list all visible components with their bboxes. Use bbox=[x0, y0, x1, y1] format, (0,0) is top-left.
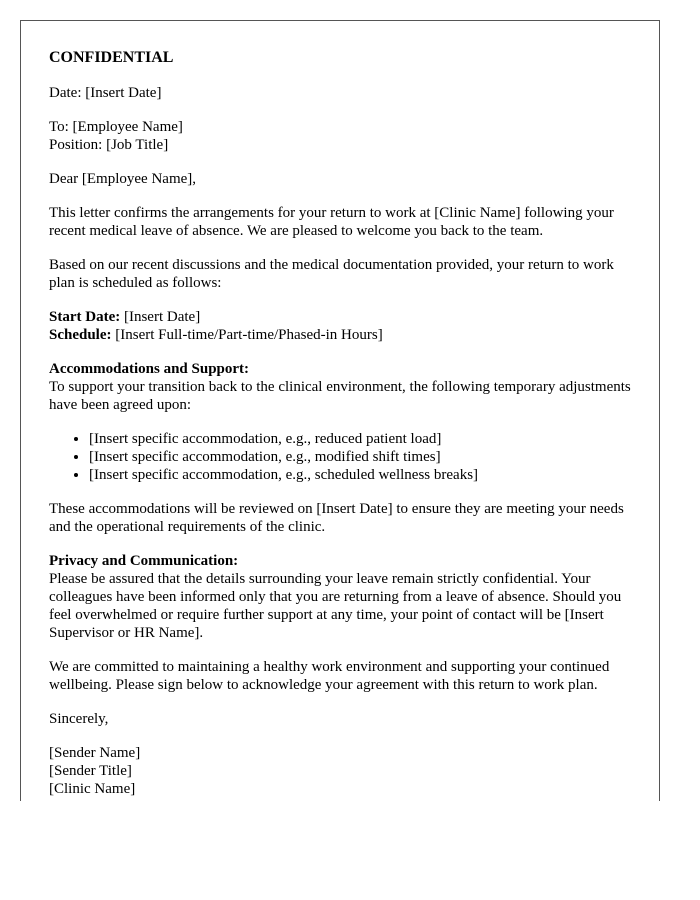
privacy-heading: Privacy and Communication: bbox=[49, 553, 239, 569]
sender-title: [Sender Title] bbox=[49, 763, 132, 779]
sender-clinic-name: [Clinic Name] bbox=[49, 781, 136, 797]
confidential-heading: CONFIDENTIAL bbox=[49, 49, 174, 66]
list-item: • [Insert specific accommodation, e.g., scheduled wellness breaks] bbox=[89, 466, 634, 484]
accommodations-heading: Accommodations and Support: bbox=[49, 361, 250, 377]
accommodations-section bbox=[49, 360, 634, 414]
closing: Sincerely, bbox=[49, 711, 109, 727]
recipient-position: Position: [Job Title] bbox=[49, 137, 169, 153]
signature-block bbox=[49, 744, 634, 798]
start-date-line bbox=[49, 308, 634, 326]
schedule-line bbox=[49, 326, 634, 344]
start-date-label: Start Date: bbox=[49, 309, 121, 325]
list-item: • [Insert specific accommodation, e.g., reduced patient load] bbox=[89, 430, 634, 448]
start-date-value: [Insert Date] bbox=[120, 309, 201, 325]
review-paragraph: These accommodations will be reviewed on [Insert Date] to ensure they are meeting your needs and the operational requirements of the clinic. bbox=[49, 501, 624, 535]
accommodations-list bbox=[49, 430, 634, 484]
recipient-name: To: [Employee Name] bbox=[49, 119, 183, 135]
commitment-paragraph: We are committed to maintaining a healthy work environment and supporting your continued wellbeing. Please sign below to acknowledge your agreement with this return to work plan. bbox=[49, 659, 610, 693]
plan-intro-paragraph: Based on our recent discussions and the medical documentation provided, your return to work plan is scheduled as follows: bbox=[49, 257, 614, 291]
letter-body bbox=[49, 49, 634, 801]
privacy-text: Please be assured that the details surrounding your leave remain strictly confidential. Your colleagues have been informed only that you are returning from a leave of absence. Should you feel overwhelmed or require further support at any time, your point of contact will be [Insert Supervisor or HR Name]. bbox=[49, 571, 622, 641]
schedule-value: [Insert Full-time/Part-time/Phased-in Hours] bbox=[111, 327, 383, 343]
recipient-block bbox=[49, 118, 634, 154]
sender-name: [Sender Name] bbox=[49, 745, 141, 761]
salutation: Dear [Employee Name], bbox=[49, 171, 197, 187]
list-item: • [Insert specific accommodation, e.g., modified shift times] bbox=[89, 448, 634, 466]
intro-paragraph: This letter confirms the arrangements for your return to work at [Clinic Name] following your recent medical leave of absence. We are pleased to welcome you back to the team. bbox=[49, 205, 614, 239]
accommodations-intro: To support your transition back to the clinical environment, the following temporary adjustments have been agreed upon: bbox=[49, 379, 631, 413]
schedule-label: Schedule: bbox=[49, 327, 112, 343]
privacy-section bbox=[49, 552, 634, 642]
date-line: Date: [Insert Date] bbox=[49, 85, 162, 101]
schedule-block bbox=[49, 308, 634, 344]
letter-page bbox=[20, 20, 660, 801]
